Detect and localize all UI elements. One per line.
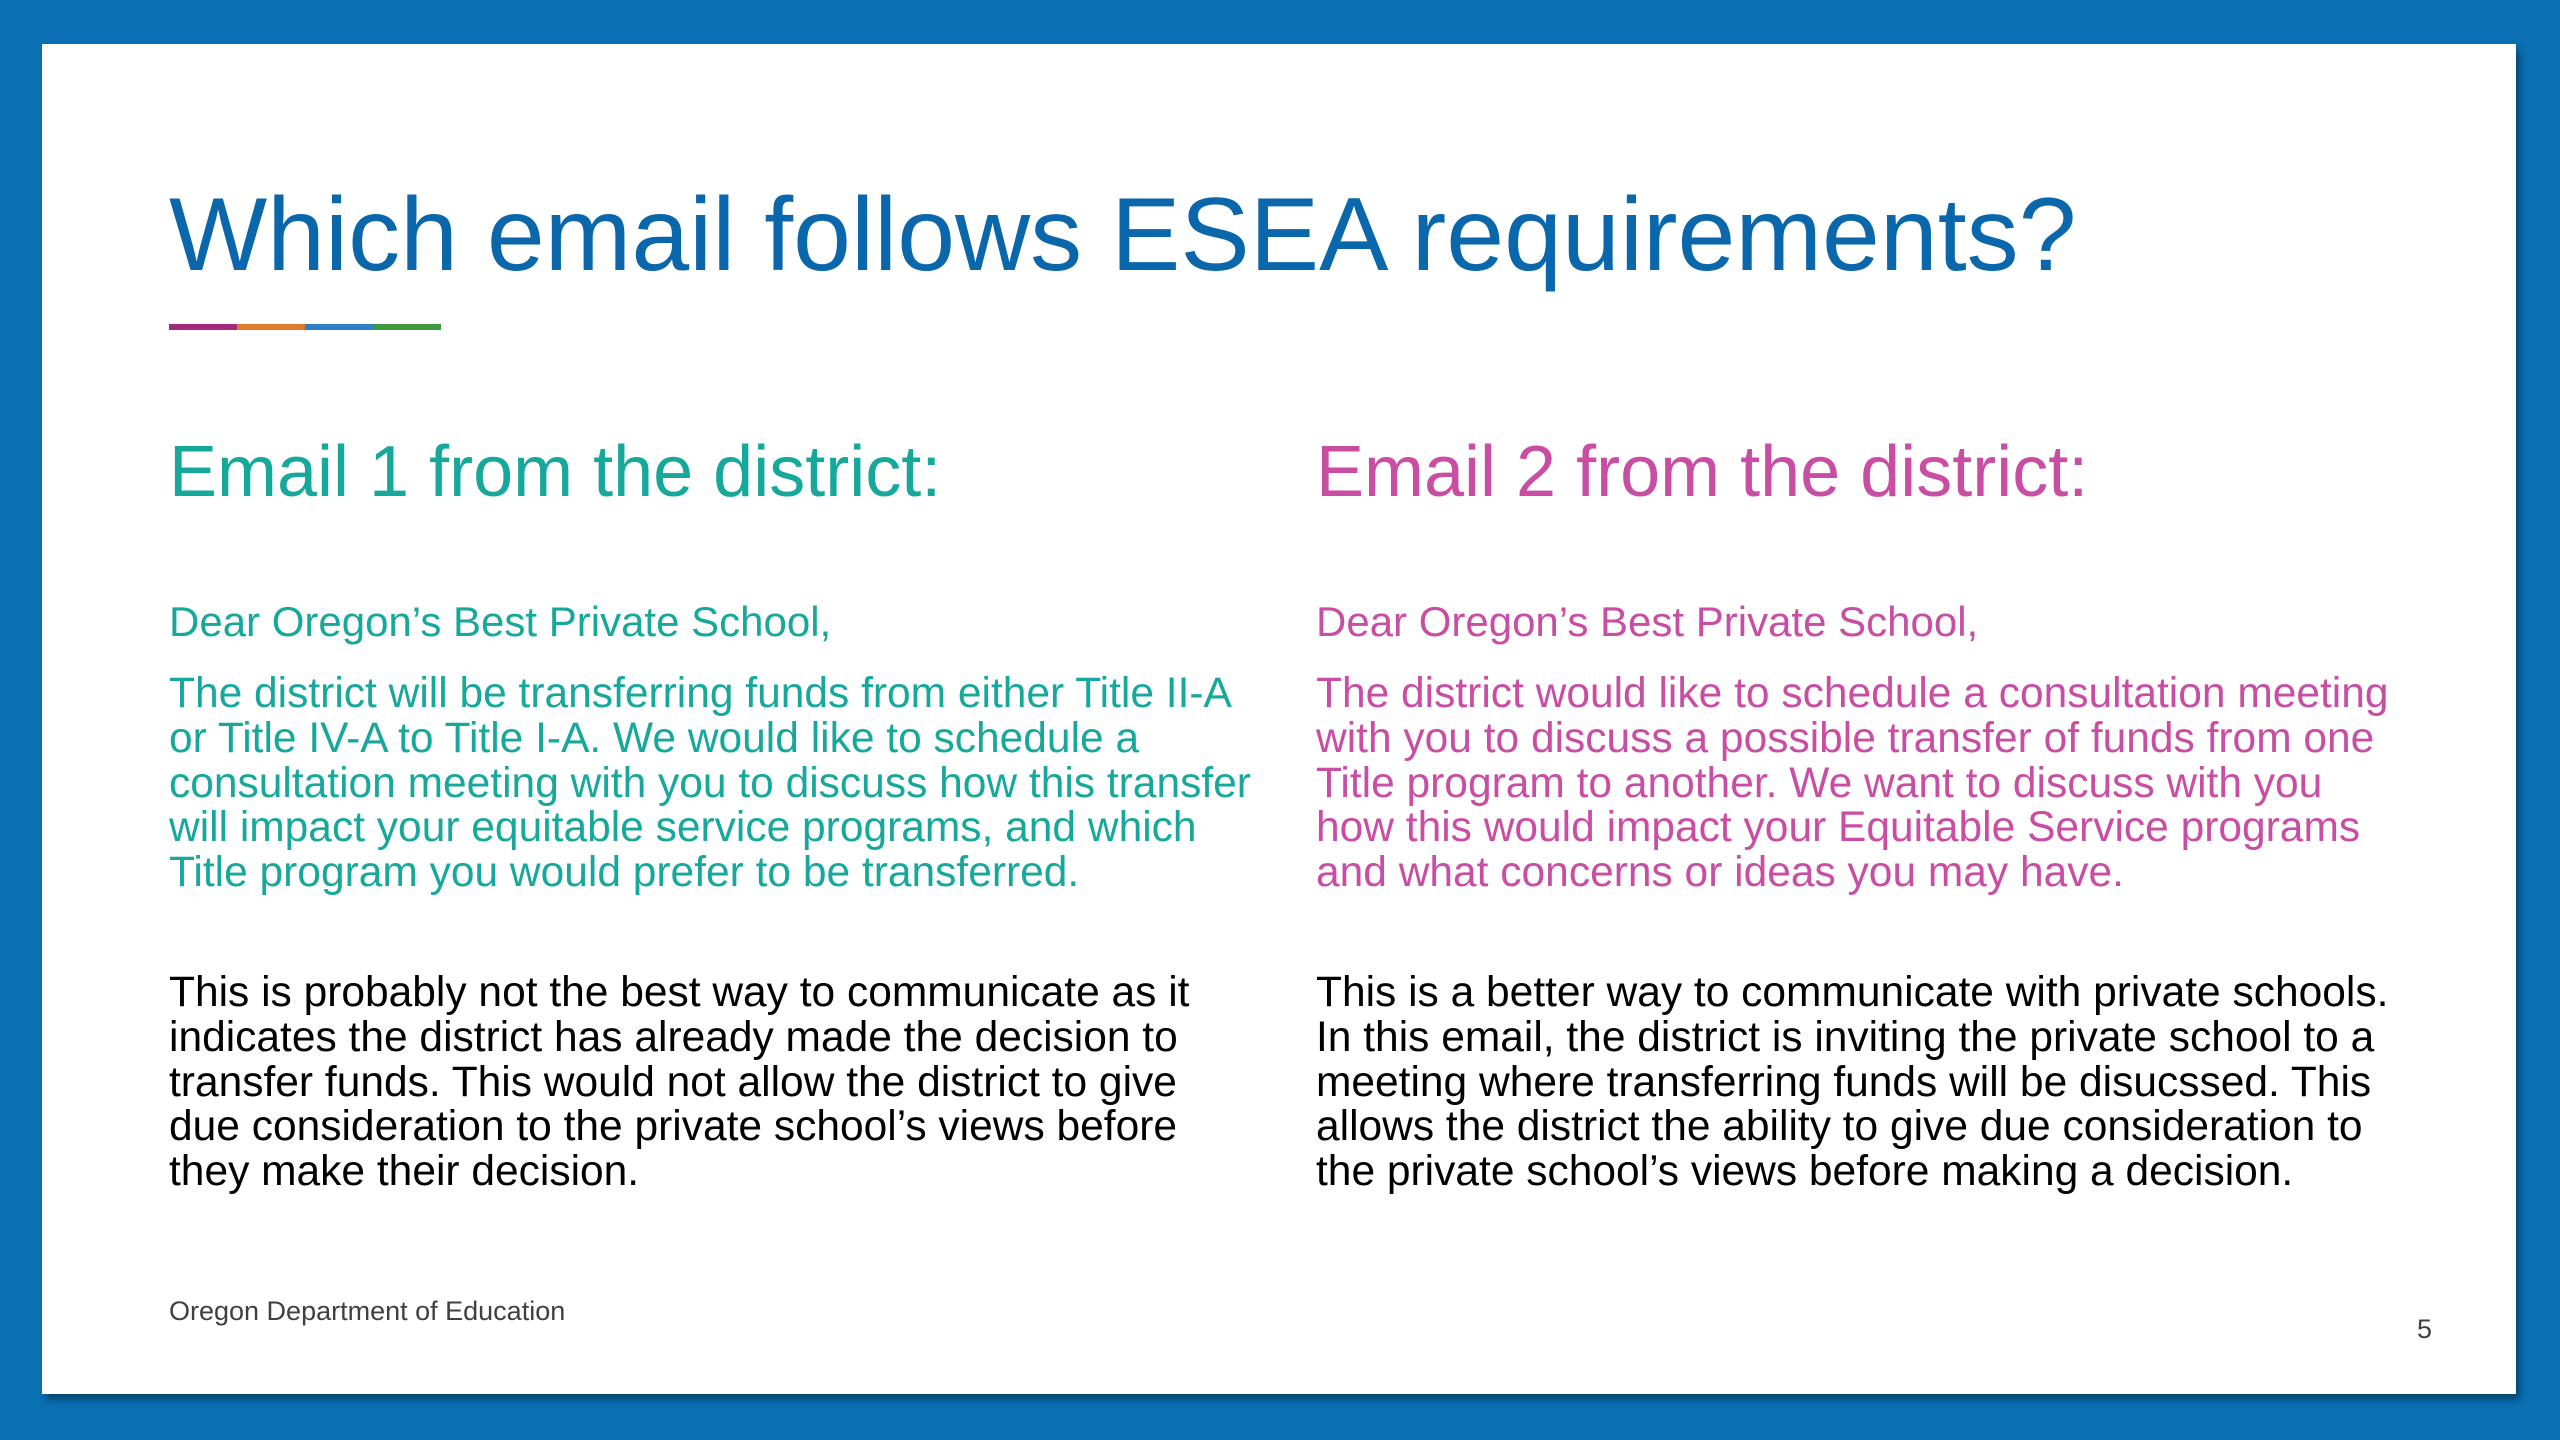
accent-segment — [305, 324, 373, 330]
email-2-note: This is a better way to communicate with private schools. In this email, the district is inviting the private school to a meeting where transferring funds will be disucssed. This allows the district the ability to give due consideration to the private school’s views before making a decision. — [1316, 969, 2389, 1196]
slide — [42, 44, 2516, 1394]
accent-segment — [237, 324, 305, 330]
email-1-column — [169, 429, 1259, 1196]
page-number: 5 — [2416, 1314, 2432, 1344]
email-2-column — [1316, 429, 2406, 1196]
email-1-heading: Email 1 from the district: — [169, 432, 942, 512]
email-2-greeting: Dear Oregon’s Best Private School, — [1316, 598, 1979, 645]
accent-segment — [373, 324, 441, 330]
email-1-body: The district will be transferring funds from either Title II-A or Title IV-A to Title I-A. We would like to schedule a consultation meeting with you to discuss how this transfer will impact your equitable service programs, and which Title program you would prefer to be transferred. — [169, 670, 1251, 897]
title-accent-bar — [169, 324, 441, 330]
slide-title: Which email follows ESEA requirements? — [169, 177, 2077, 293]
email-1-greeting: Dear Oregon’s Best Private School, — [169, 598, 832, 645]
email-1-note: This is probably not the best way to communicate as it indicates the district has already made the decision to transfer funds. This would not allow the district to give due consideration to the private school’s views before they make their decision. — [169, 969, 1190, 1196]
email-2-heading: Email 2 from the district: — [1316, 432, 2089, 512]
accent-segment — [169, 324, 237, 330]
footer-organization: Oregon Department of Education — [169, 1296, 566, 1326]
email-2-body: The district would like to schedule a consultation meeting with you to discuss a possible transfer of funds from one Title program to another. We want to discuss with you how this would impact your Equitable Service programs and what concerns or ideas you may have. — [1316, 670, 2389, 897]
